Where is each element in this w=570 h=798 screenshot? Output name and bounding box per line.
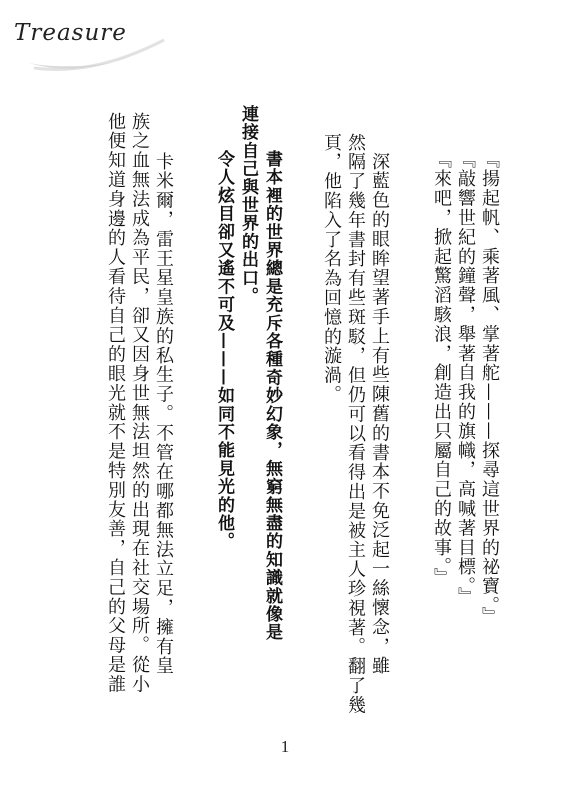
text-column-11: 族之血無法成為平民，卻又因身世無法坦然的出現在社交場所。從小 xyxy=(129,112,150,694)
text-column-7: 書本裡的世界總是充斥各種奇妙幻象，無窮無盡的知識就像是 xyxy=(262,150,282,642)
page-number: 1 xyxy=(280,737,290,756)
text-column-6: 頁，他陷入了名為回憶的漩渦。 xyxy=(321,133,342,405)
text-column-8: 連接自己與世界的出口。 xyxy=(238,105,258,306)
text-column-3: 『來吧，掀起驚滔駭浪，創造出只屬自己的故事。』 xyxy=(431,150,452,588)
text-column-12: 他便知道身邊的人看待自己的眼光就不是特別友善，自己的父母是誰 xyxy=(105,112,126,694)
text-column-9: 令人炫目卻又遙不可及———如同不能見光的他。 xyxy=(214,150,234,551)
text-column-10: 卡米爾，雷王星皇族的私生子。不管在哪都無法立足，擁有皇 xyxy=(153,152,174,676)
logo-text: Treasure xyxy=(14,20,127,46)
text-column-1: 『揚起帆、乘著風、掌著舵———探尋這世界的祕寶。』 xyxy=(479,150,500,626)
text-column-4: 深藍色的眼眸望著手上有些陳舊的書本不免泛起一絲懷念，雖 xyxy=(369,152,390,676)
text-column-2: 『敲響世紀的鐘聲，舉著自我的旗幟，高喊著目標。』 xyxy=(455,150,476,607)
text-column-5: 然隔了幾年書封有些斑駁，但仍可以看得出是被主人珍視著。翻了幾 xyxy=(345,133,366,715)
